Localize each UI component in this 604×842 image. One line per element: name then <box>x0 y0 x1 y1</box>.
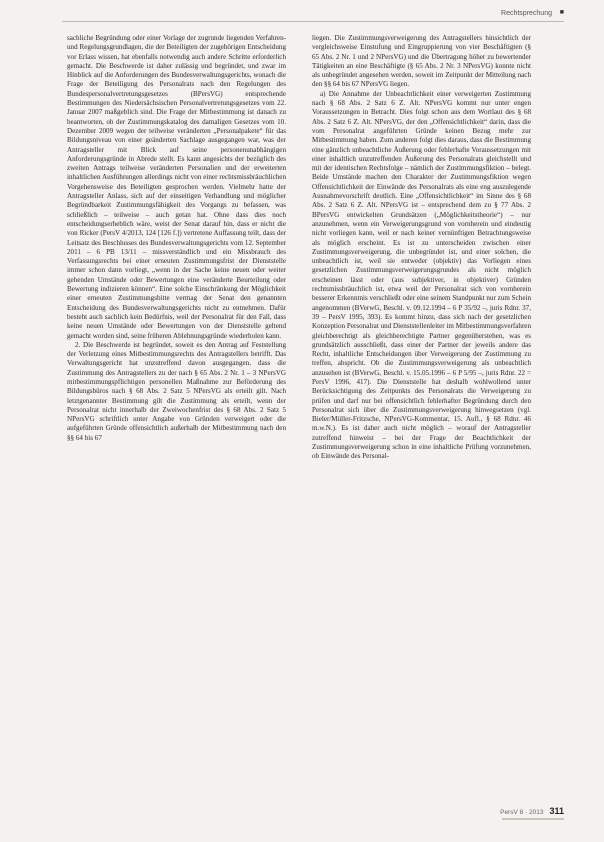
running-header-section: Rechtsprechung <box>501 10 552 17</box>
page-header <box>0 0 604 30</box>
header-square-icon: ■ <box>559 9 564 16</box>
header-divider <box>62 21 564 22</box>
page-number: 311 <box>549 806 564 816</box>
right-paragraph-2: a) Die Annahme der Unbeachtlichkeit einer verweigerten Zustimmung nach § 68 Abs. 2 Satz 6 Z. Alt. NPersVG kommt nur unter engen Voraussetzungen in Betracht. Dies folgt schon aus dem Wortlaut des § 68 Abs. 2 Satz 6 Z. Alt. NPersVG, der den „Offensichtlichkeit“ darin, dass die vom Personalrat angeführten Gründe keinen Bezug mehr zur Mitbestimmung haben. Zum anderen folgt dies daraus, dass die Bestimmung eine gänzlich unbeachtliche Äußerung oder fehlerhafte Voraussetzungen mit einer inhaltlich unzutreffenden Äußerung des Personalrats gleichstellt und mit der identischen Rechtsfolge – nämlich der Zustimmungsfiktion – belegt. Beide Umstände machen den Charakter der Zustimmungsfiktion wegen Offensichtlichkeit der Einwände des Personalrats als eine eng auszulegende Ausnahmevorschrift deutlich. Eine „Offensichtlichkeit“ im Sinne des § 68 Abs. 2 Satz 6 Z. Alt. NPersVG ist – entsprechend dem zu § 77 Abs. 2 BPersVG entwickelten Grundsätzen („Möglichkeitstheorie“) – nur anzunehmen, wenn ein Verweigerungsgrund von vornherein und eindeutig nicht vorliegen kann, weil er nach keiner vernünftigen Betrachtungsweise als möglich erscheint. Es ist zu unterscheiden zwischen einer Zustimmungsverweigerung, die unbegründet ist, und einer solchen, die unbeachtlich ist, weil sie entweder (objektiv) das Vorliegen eines gesetzlichen Zustimmungsverweigerungsgrundes als nicht möglich erscheinen lässt oder (aus subjektiver, in objektiver) Gründen rechtsmissbräuchlich ist, etwa weil der Personalrat sich von vornherein besserer Erkenntnis verschließt oder eine seinem Standpunkt nur zum Schein angenommen (BVerwG, Beschl. v. 09.12.1994 – 6 P 35/92 –, juris Rdnr. 37, 39 – PersV 1995, 393). Es kommt hinzu, dass sich nach der gesetzlichen Konzeption Personalrat und Dienststellenleiter im Mitbestimmungsverfahren gleichberechtigt als gleichberechtigte Partner gegenüberstehen, was es grundsätzlich ausschließt, dass einer der Partner der jeweils andere das Recht, inhaltliche Entscheidungen über Verweigerung der Zustimmung zu treffen, abspricht. Ob die Zustimmungsverweigerung als unbeachtlich anzusehen ist (BVerwG, Beschl. v. 15.05.1996 – 6 P 5/95 –, juris Rdnr. 22 = PersV 1996, 417). Die Dienststelle hat deshalb wohlwollend unter Berücksichtigung des Zeitpunkts des Personalrats die Verweigerung zu prüfen und darf nur bei offensichtlich fehlerhafter Begründung durch den Personalrat sich über die Zustimmungsverweigerung hinwegsetzen (vgl. Bieler/Müller-Fritzsche, NPersVG-Kommentar, 15. Aufl., § 68 Rdnr. 46 m.w.N.). Es ist daher auch nicht möglich – worauf der Antragsteller zutreffend hinweist – bei der Frage der Beachtlichkeit der Zustimmungsverweigerung schon in eine inhaltliche Prüfung vorzunehmen, ob Einwände des Personal- <box>312 89 531 461</box>
right-paragraph-1: liegen. Die Zustimmungsverweigerung des Antragstellers hinsichtlich der vergleichsweise Einstufung und Eingruppierung von vier Beschäftigten (§ 65 Abs. 2 Nr. 1 und 2 NPersVG) und die Übertragung höher zu bewertender Tätigkeiten an eine Beschäftigte (§ 65 Abs. 2 Nr. 3 NPersVG) konnte nicht als unbegründet angesehen werden, soweit im Zeitpunkt der Mitteilung nach den §§ 64 bis 67 NPersVG liegen. <box>312 34 531 89</box>
footer-bar <box>502 818 564 820</box>
right-column <box>312 34 531 462</box>
footer-issue: PersV 8 · 2013 <box>500 809 544 816</box>
page-footer <box>500 806 564 816</box>
left-paragraph-2: 2. Die Beschwerde ist begründet, soweit es den Antrag auf Feststellung der Verletzung eines Mitbestimmungsrechts des Antragstellers betrifft. Das Verwaltungsgericht hat unzutreffend davon ausgegangen, dass die Zustimmung des Antragstellers zu der nach § 65 Abs. 2 Nr. 1 – 3 NPersVG mitbestimmungspflichtigen personellen Maßnahme zur Beförderung des Bildungsbüros nach § 68 Abs. 2 Satz 5 NPersVG als erteilt gilt. Nach letztgenannter Bestimmung gilt die Zustimmung als erteilt, wenn der Personalrat nicht innerhalb der Zweiwochenfrist des § 68 Abs. 2 Satz 5 NPersVG schriftlich unter Angabe von Gründen verweigert oder die aufgeführten Gründe offensichtlich außerhalb der Mitbestimmung nach den §§ 64 bis 67 <box>67 340 286 442</box>
left-paragraph-1: sachliche Begründung oder einer Vorlage der zugrunde liegenden Verfahren- und Regelungsgrundlagen, die der Beteiligten der zugehörigen Entscheidung vor Erlass wissen, hat ebenfalls notwendig auch andere Schritte erforderlich gemacht. Die Beschwerde ist daher zulässig und begründet, und zwar im Hinblick auf die Anforderungen des Bundesverwaltungsgerichts, wonach die Frage der Beteiligung des Personalrats nach den Regelungen des Bundespersonalvertretungsgesetzes (BPersVG) entsprechende Bestimmungen des Niedersächsischen Personalvertretungsgesetzes vom 22. Januar 2007 maßgeblich sind. Die Frage der Mitbestimmung ist danach zu beantworten, ob der Zustimmungskatalog des damaligen Gesetzes vom 10. Dezember 2009 wegen der teilweise veränderten „Personalpakete“ für das Bildungsniveau von einer geänderten Sachlage ausgegangen war, was der Antragsteller mit Blick auf seine personenunabhängigen Anforderungsgründe in Abrede stellt. Es kann angesichts der bezüglich des zweiten Antrags teilweise veränderten Personalien und der erweiterten inhaltlichen Ausführungen allerdings nicht von einer rechtsmissbräuchlichen Vorgehensweise des Beteiligten gesprochen werden. Vielmehr hatte der Antragsteller Anlass, sich auf der einseitigen Verhandlung und möglicher Begründbarkeit Zustimmungsfähigkeit des Vorgangs zu befassen, was schließlich – teilweise – auch getan hat. Ohne dass dies noch entscheidungserheblich wäre, weist der Senat darauf hin, dass er nicht die von Ricker (PersV 4/2013, 124 [126 f.]) vertretene Auffassung teilt, dass der Leitsatz des Beschlusses des Bundesverwaltungsgerichts vom 12. September 2011 – 6 PB 13/11 – missverständlich und ein Missbrauch des Verfassungsrechts bei einer erneuten Zustimmungsfrist der Dienststelle immer schon dann vorliegt, „wenn in der Sache keine neuen oder weiter gehenden Umstände oder Bewertungen eine veränderte Beurteilung oder Bewertung indizieren können“. Eine solche Einschränkung der Möglichkeit einer erneuten Zustimmungsbitte vermag der Senat den genannten Entscheidung des Bundesverwaltungsgerichts nicht zu entnehmen. Dafür besteht auch sachlich kein Bedürfnis, weil der Personalrat für den Fall, dass keine neuen Umstände oder Bewertungen von der Dienststelle geltend gemacht worden sind, seine früheren Ablehnungsgründe wiederholen kann. <box>67 34 286 340</box>
left-column <box>67 34 286 443</box>
